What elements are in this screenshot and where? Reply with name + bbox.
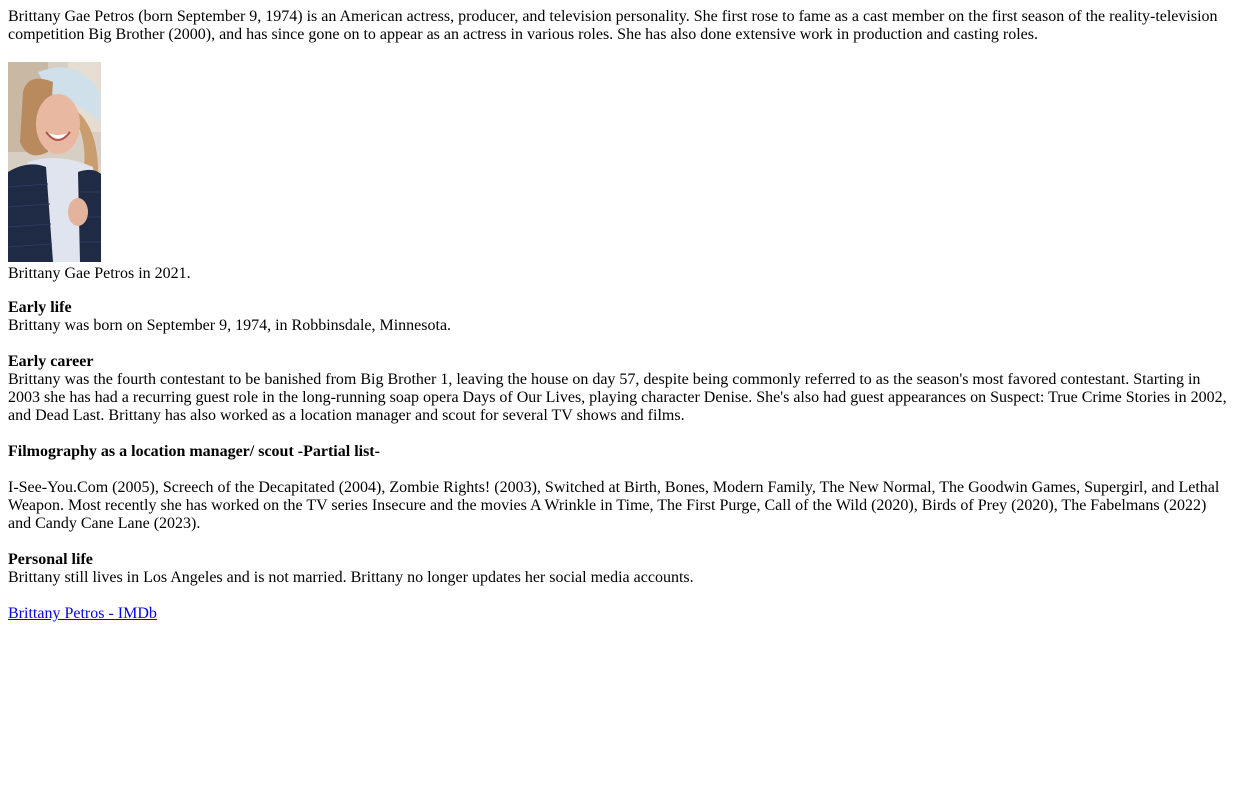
section-text: I-See-You.Com (2005), Screech of the Decapitated (2004), Zombie Rights! (2003), Switched at Birth, Bones, Modern Family, The New Normal, The Goodwin Games, Supergirl, and Lethal Weapon. Most recently she has worked on the TV series Insecure and the movies A Wrinkle in Time, The First Purge, Call of the Wild (2020), Birds of Prey (2020), The Fabelmans (2022) and Candy Cane Lane (2023). [8,479,1220,532]
intro-paragraph: Brittany Gae Petros (born September 9, 1974) is an American actress, producer, and television personality. She first rose to fame as a cast member on the first season of the reality-television competition Big Brother (2000), and has since gone on to appear as an actress in various roles. She has also done extensive work in production and casting roles. [8,8,1218,43]
section-heading: Early career [8,353,94,370]
section-text: Brittany was the fourth contestant to be banished from Big Brother 1, leaving the house on day 57, despite being commonly referred to as the season's most favored contestant. Starting in 2003 she has had a recurring guest role in the long-running soap opera Days of Our Lives, playing character Denise. She's also had guest appearances on Suspect: True Crime Stories in 2002, and Dead Last. Brittany has also worked as a location manager and scout for several TV shows and films. [8,371,1227,424]
photo-caption: Brittany Gae Petros in 2021. [8,265,191,282]
portrait-image [8,62,101,262]
section-early-career [8,353,1232,425]
section-heading: Early life [8,299,72,316]
section-filmography-heading [8,443,1232,461]
portrait-photo [8,62,101,262]
section-early-life [8,299,1232,335]
section-personal-life [8,551,1232,587]
section-text: Brittany still lives in Los Angeles and is not married. Brittany no longer updates her social media accounts. [8,569,694,586]
section-heading: Personal life [8,551,93,568]
imdb-link-row [8,605,1232,623]
section-text: Brittany was born on September 9, 1974, in Robbinsdale, Minnesota. [8,317,452,334]
imdb-link[interactable]: Brittany Petros - IMDb [8,605,157,622]
section-heading: Filmography as a location manager/ scout -Partial list- [8,443,380,460]
section-filmography-text [8,479,1232,533]
